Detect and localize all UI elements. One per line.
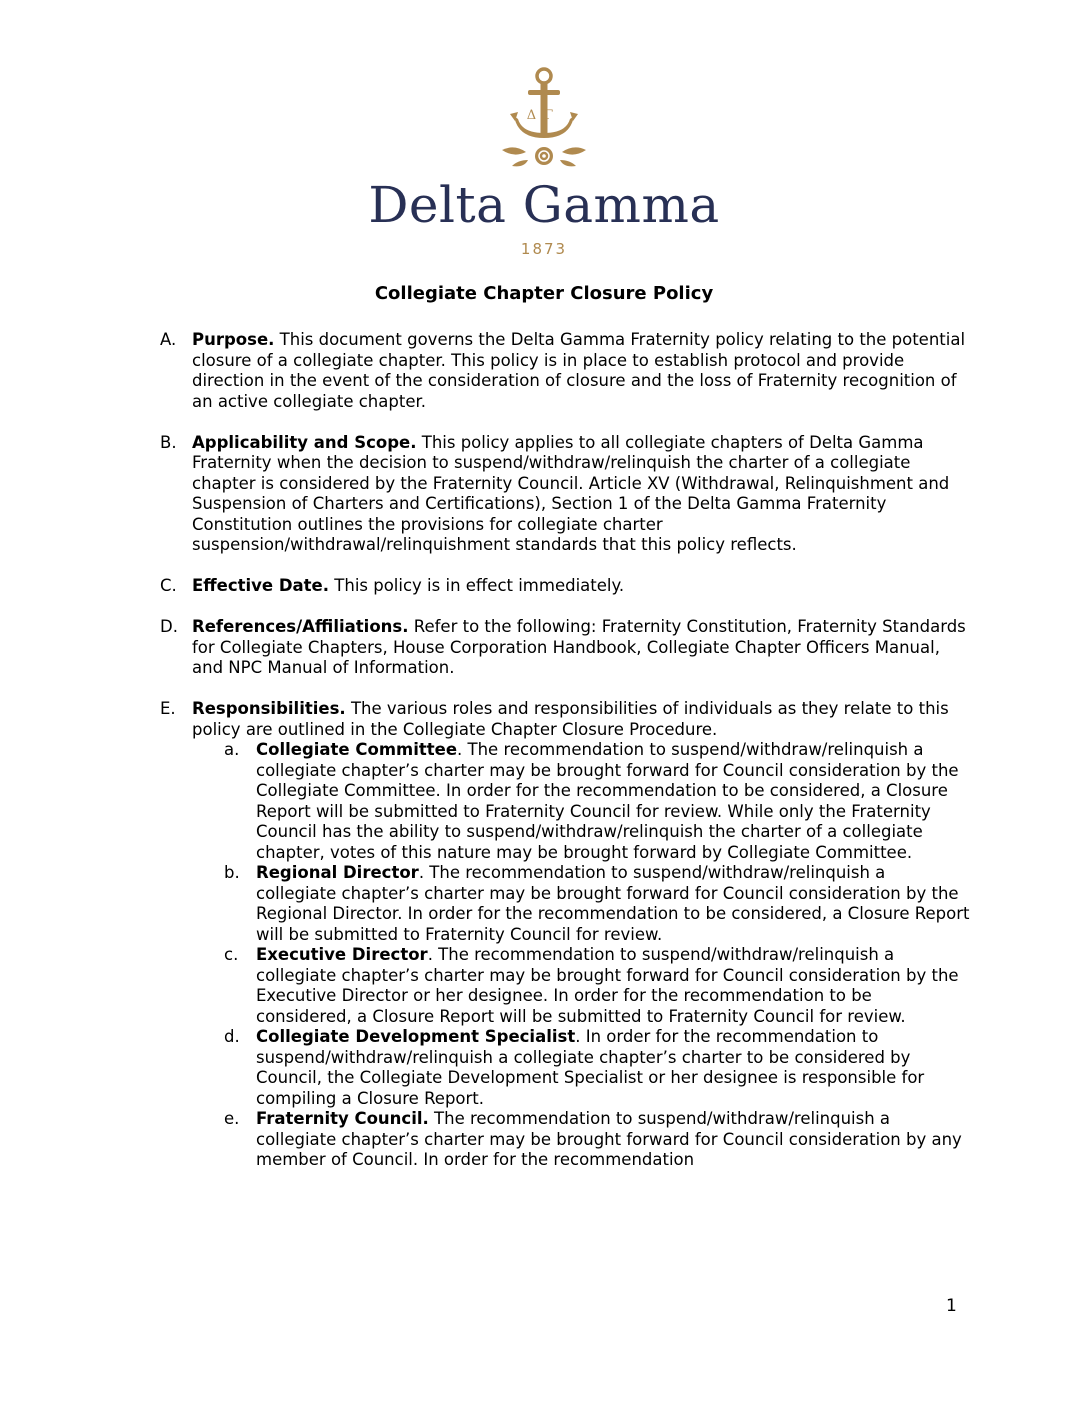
delta-gamma-logo bbox=[0, 64, 1088, 258]
section-letter: B. bbox=[160, 432, 177, 452]
section-text: This policy applies to all collegiate chapters of Delta Gamma Fraternity when the decision to suspend/withdraw/relinquish the charter of a collegiate chapter is considered by the Fraternity Council. Article XV (Withdrawal, Relinquishment and Suspension of Charters and Certifications), Section 1 of the Delta Gamma Fraternity Constitution outlines the provisions for collegiate charter suspension/withdrawal/relinquishment standards that this policy reflects. bbox=[192, 432, 950, 554]
item-text: . The recommendation to suspend/withdraw/relinquish a collegiate chapter’s charter may be brought forward for Council consideration by the Regional Director. In order for the recommendation to be considered, a Closure Report will be submitted to Fraternity Council for review. bbox=[256, 863, 970, 944]
item-heading: Fraternity Council. bbox=[256, 1109, 429, 1128]
section-heading: Purpose. bbox=[192, 330, 275, 349]
item-letter: d. bbox=[224, 1027, 240, 1046]
section-applicability bbox=[160, 433, 970, 556]
item-heading: Executive Director bbox=[256, 945, 428, 964]
item-letter: c. bbox=[224, 945, 239, 964]
section-letter: C. bbox=[160, 576, 177, 595]
responsibility-item bbox=[160, 1109, 970, 1171]
item-text: . The recommendation to suspend/withdraw/relinquish a collegiate chapter’s charter may be brought forward for Council consideration by the Collegiate Committee. In order for the recommendation to be considered, a Closure Report will be submitted to Fraternity Council for review. While only the Fraternity Council has the ability to suspend/withdraw/relinquish the charter of a collegiate chapter, votes of this nature may be brought forward by Collegiate Committee. bbox=[256, 740, 959, 862]
item-text: The recommendation to suspend/withdraw/relinquish a collegiate chapter’s charter may be brought forward for Council consideration by any member of Council. In order for the recommendation bbox=[256, 1109, 962, 1169]
section-heading: Responsibilities. bbox=[192, 699, 346, 718]
section-heading: References/Affiliations. bbox=[192, 617, 409, 636]
policy-body bbox=[160, 330, 970, 1171]
section-purpose bbox=[160, 330, 970, 412]
anchor-crest-icon bbox=[484, 64, 604, 172]
section-text: The various roles and responsibilities of individuals as they relate to this policy are outlined in the Collegiate Chapter Closure Procedure. bbox=[192, 699, 949, 739]
item-letter: e. bbox=[224, 1109, 240, 1128]
responsibility-item bbox=[160, 863, 970, 945]
section-heading: Applicability and Scope. bbox=[192, 432, 417, 452]
section-letter: A. bbox=[160, 330, 177, 349]
brand-name: Delta Gamma bbox=[368, 176, 720, 234]
greek-letters: ΔΓ bbox=[526, 108, 562, 123]
item-text: . The recommendation to suspend/withdraw/relinquish a collegiate chapter’s charter may be brought forward for Council consideration by the Executive Director or her designee. In order for the recommendation to be considered, a Closure Report will be submitted to Fraternity Council for review. bbox=[256, 945, 959, 1026]
founding-year: 1873 bbox=[520, 240, 568, 258]
document-title: Collegiate Chapter Closure Policy bbox=[374, 283, 714, 304]
page-number: 1 bbox=[946, 1296, 957, 1316]
section-text: Refer to the following: Fraternity Constitution, Fraternity Standards for Collegiate Chapters, House Corporation Handbook, Collegiate Chapter Officers Manual, and NPC Manual of Information. bbox=[192, 617, 966, 677]
section-heading: Effective Date. bbox=[192, 576, 330, 595]
section-responsibilities bbox=[160, 699, 970, 740]
section-letter: D. bbox=[160, 617, 178, 636]
responsibility-item bbox=[160, 945, 970, 1027]
item-heading: Regional Director bbox=[256, 863, 419, 882]
item-heading: Collegiate Committee bbox=[256, 740, 458, 759]
item-heading: Collegiate Development Specialist bbox=[256, 1027, 576, 1046]
item-text: . In order for the recommendation to suspend/withdraw/relinquish a collegiate chapter’s charter to be considered by Council, the Collegiate Development Specialist or her designee is responsible for compiling a Closure Report. bbox=[256, 1027, 925, 1108]
item-letter: b. bbox=[224, 863, 240, 882]
responsibility-item bbox=[160, 1027, 970, 1109]
section-letter: E. bbox=[160, 699, 176, 718]
section-effective-date bbox=[160, 576, 970, 597]
item-letter: a. bbox=[224, 740, 240, 759]
section-references bbox=[160, 617, 970, 679]
section-text: This policy is in effect immediately. bbox=[329, 576, 625, 595]
responsibility-item bbox=[160, 740, 970, 863]
section-text: This document governs the Delta Gamma Fraternity policy relating to the potential closure of a collegiate chapter. This policy is in place to establish protocol and provide direction in the event of the consideration of closure and the loss of Fraternity recognition of an active collegiate chapter. bbox=[192, 330, 966, 411]
